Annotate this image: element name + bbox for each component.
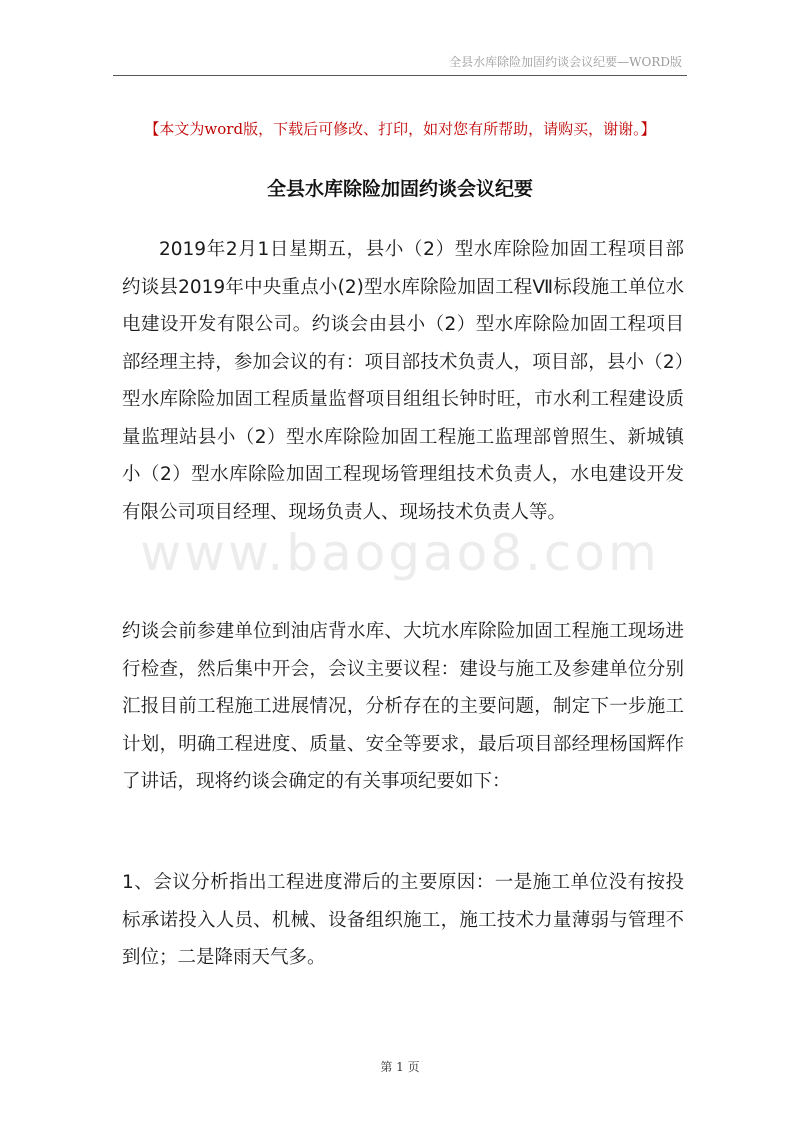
paragraph-meeting-agenda: 约谈会前参建单位到油店背水库、大坑水库除险加固工程施工现场进行检查，然后集中开会，会议主要议程：建设与施工及参建单位分别汇报目前工程施工进展情况，分析存在的主要问题，制定下一步施工计划，明确工程进度、质量、安全等要求，最后项目部经理杨国辉作了讲话，现将约谈会确定的有关事项纪要如下： (122, 621, 684, 792)
running-header: 全县水库除险加固约谈会议纪要—WORD版 (449, 55, 682, 69)
header-divider (113, 75, 687, 76)
purchase-notice: 【本文为word版，下载后可修改、打印，如对您有所帮助，请购买，谢谢。】 (144, 120, 656, 138)
paragraph-meeting-intro: 2019年2月1日星期五，县小（2）型水库除险加固工程项目部约谈县2019年中央重点小(2)型水库除险加固工程Ⅶ标段施工单位水电建设开发有限公司。约谈会由县小（2）型水库除险加固工程项目部经理主持，参加会议的有：项目部技术负责人，项目部，县小（2）型水库除险加固工程质量监督项目组组长钟时旺，市水利工程建设质量监理站县小（2）型水库除险加固工程施工监理部曾照生、新城镇小（2）型水库除险加固工程现场管理组技术负责人，水电建设开发有限公司项目经理、现场负责人、现场技术负责人等。 (122, 239, 684, 523)
watermark: www.baogao8.com (140, 524, 660, 582)
document-title: 全县水库除险加固约谈会议纪要 (266, 178, 533, 200)
paragraph-item-1: 1、会议分析指出工程进度滞后的主要原因：一是施工单位没有按投标承诺投入人员、机械、设备组织施工，施工技术力量薄弱与管理不到位；二是降雨天气多。 (122, 872, 684, 968)
page-number: 第 1 页 (380, 1060, 420, 1074)
